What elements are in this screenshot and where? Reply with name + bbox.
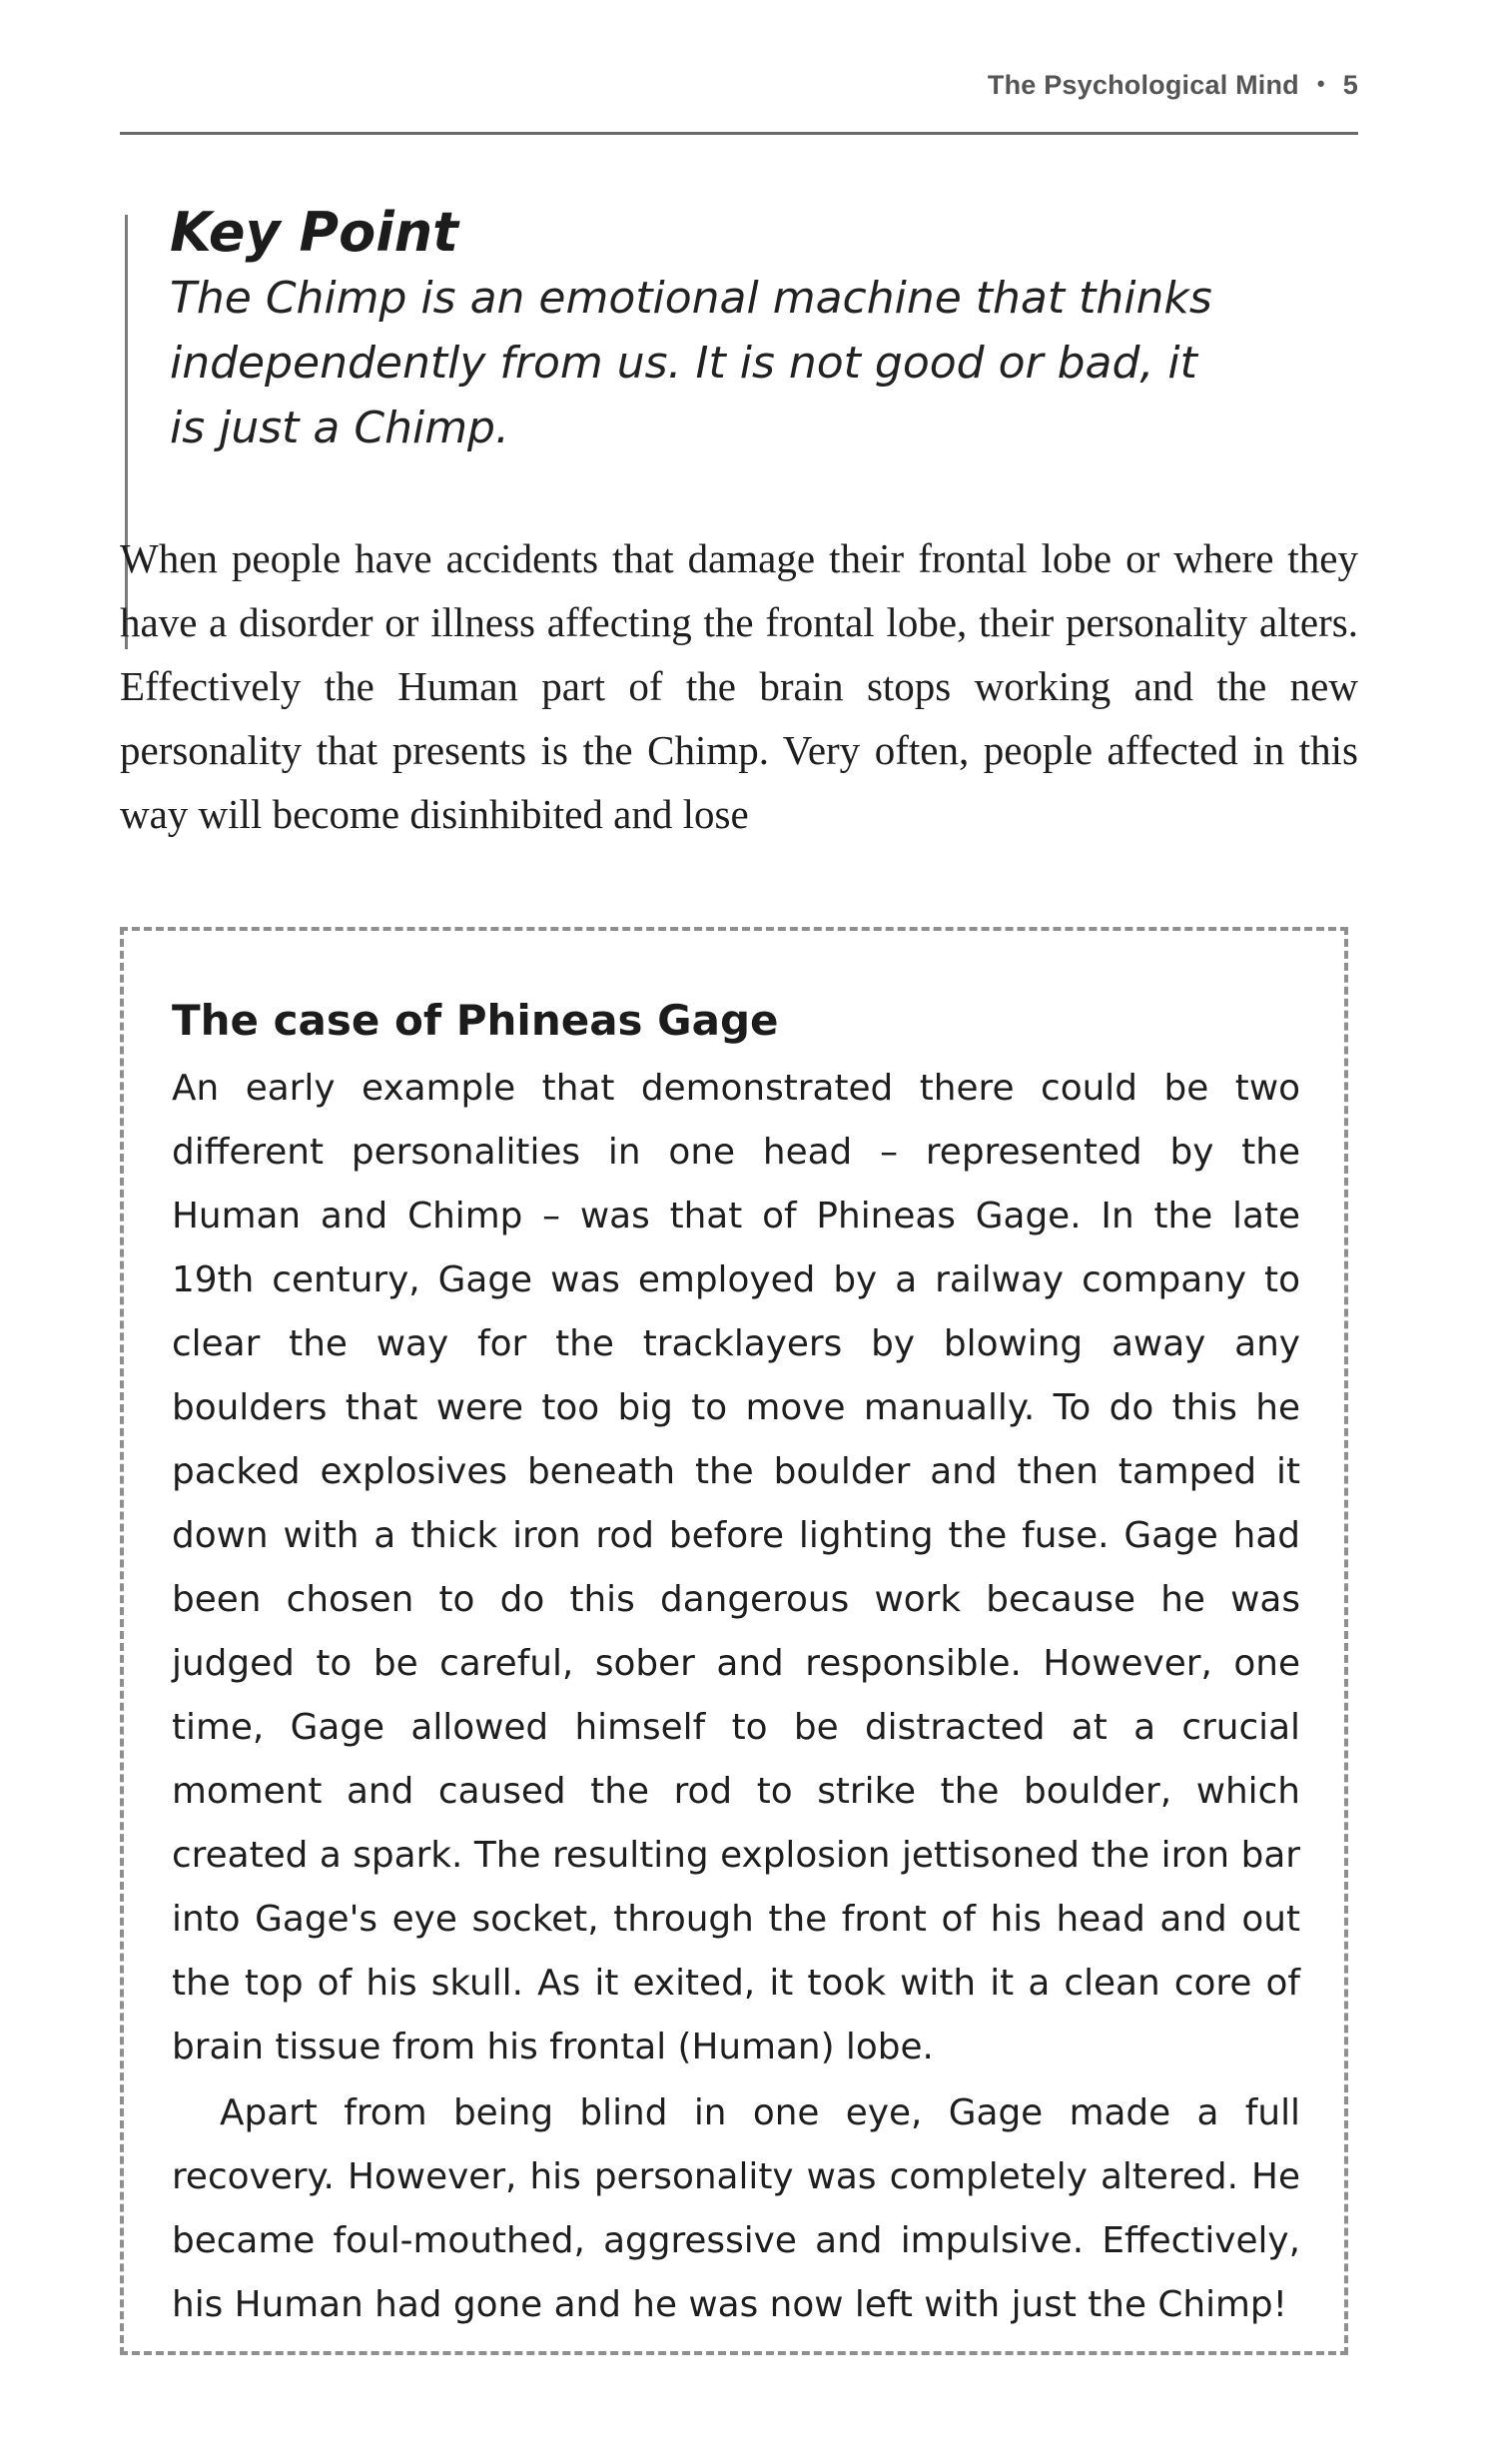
body-paragraph: When people have accidents that damage their frontal lobe or where they have a disorder or illness affecting the frontal lobe, their personality alters. Effectively the Human part of the brain stops working and the new personality that presents is the Chimp. Very often, people affected in this way will become disinhibited and lose [120, 535, 1358, 837]
header-separator: • [1316, 71, 1325, 96]
running-title: The Psychological Mind [987, 70, 1299, 100]
key-point-title: Key Point [170, 201, 458, 264]
running-header [120, 70, 1358, 101]
case-study-paragraph-2: Apart from being blind in one eye, Gage made a full recovery. However, his personality was completely altered. He became foul-mouthed, aggressive and impulsive. Effectively, his Human had gone and he was now left with just the Chimp! [172, 2092, 1300, 2325]
case-study-box [120, 927, 1348, 2355]
case-study-title: The case of Phineas Gage [172, 996, 779, 1045]
header-rule [120, 132, 1358, 135]
key-point-text: The Chimp is an emotional machine that thinks independently from us. It is not good or bad, it is just a Chimp. [170, 273, 1212, 453]
page-number: 5 [1342, 70, 1358, 100]
case-study-paragraph-1: An early example that demonstrated there could be two different personalities in one head – represented by the Human and Chimp – was that of Phineas Gage. In the late 19th century, Gage was employed by a railway company to clear the way for the tracklayers by blowing away any boulders that were too big to move manually. To do this he packed explosives beneath the boulder and then tamped it down with a thick iron rod before lighting the fuse. Gage had been chosen to do this dangerous work because he was judged to be careful, sober and responsible. However, one time, Gage allowed himself to be distracted at a crucial moment and caused the rod to strike the boulder, which created a spark. The resulting explosion jettisoned the iron bar into Gage's eye socket, through the front of his head and out the top of his skull. As it exited, it took with it a clean core of brain tissue from his frontal (Human) lobe. [172, 1068, 1300, 2067]
